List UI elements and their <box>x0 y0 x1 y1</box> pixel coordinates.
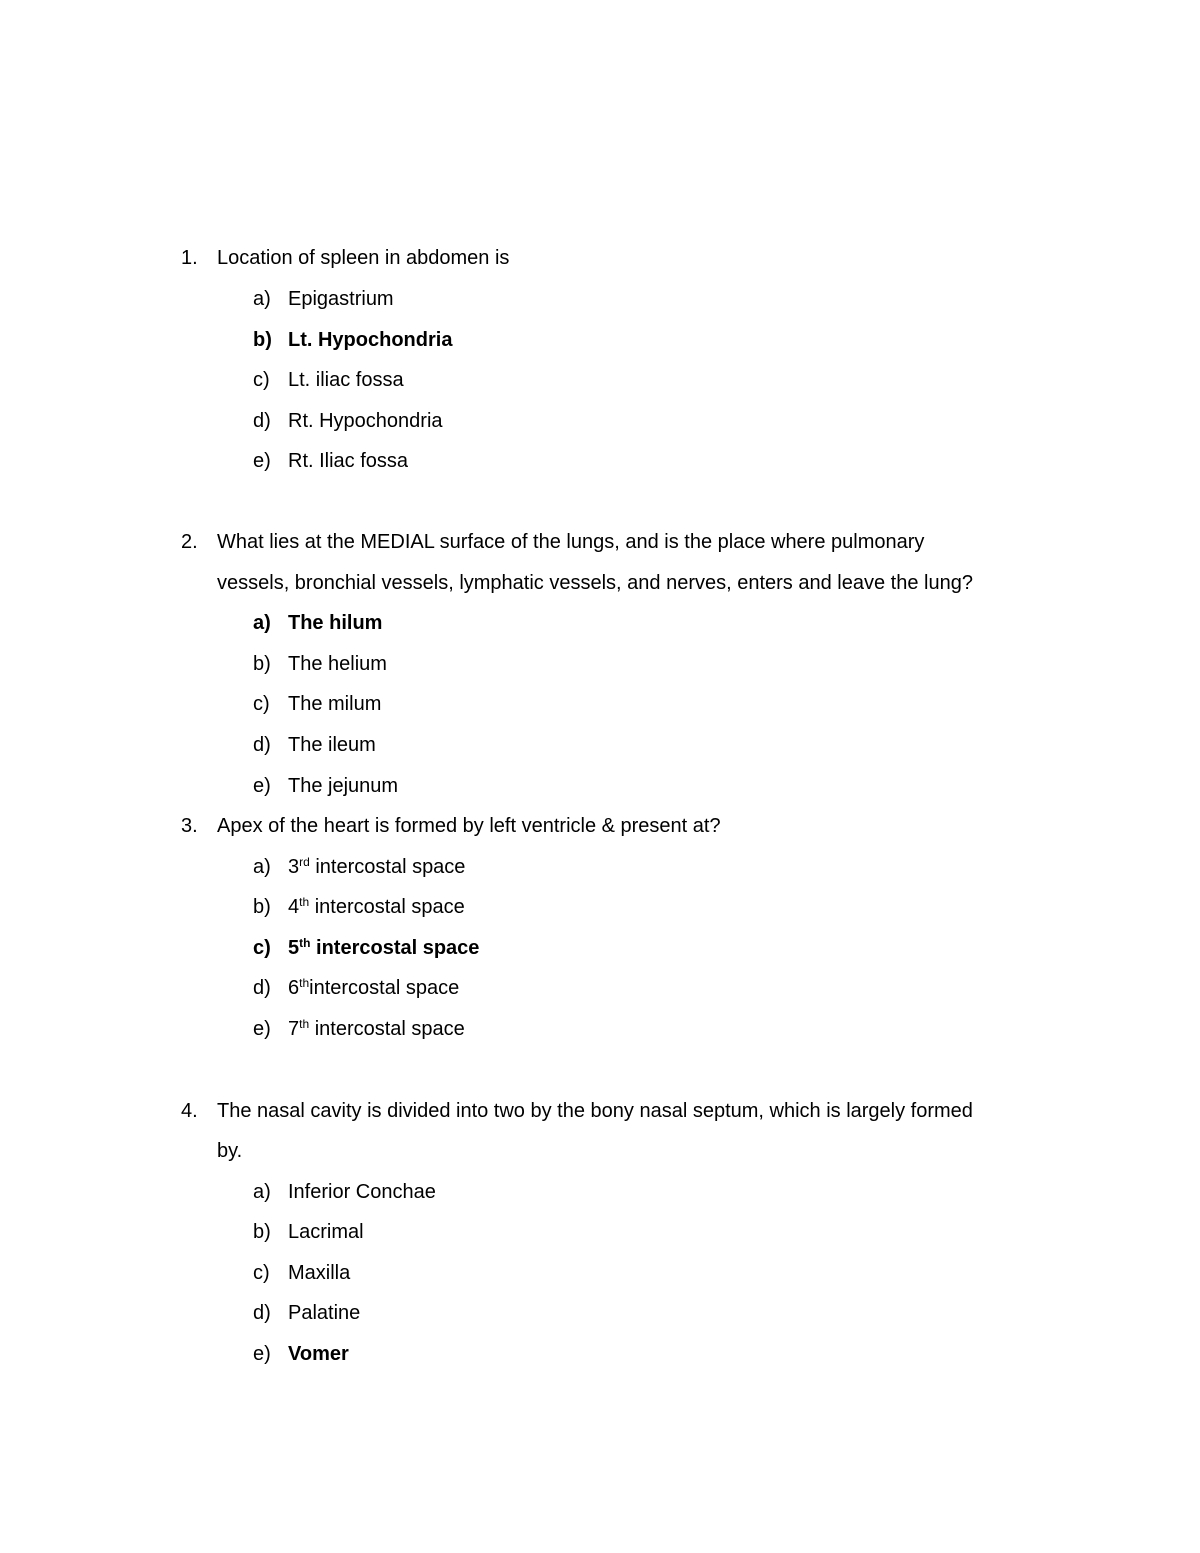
option-text-rest: intercostal space <box>309 977 460 999</box>
ordinal-number: 3 <box>288 856 300 878</box>
option-letter: a) <box>253 612 271 634</box>
option-letter: d) <box>253 410 271 432</box>
option-letter: a) <box>253 856 271 878</box>
option-text: Lt. Hypochondria <box>288 329 453 351</box>
option-text-rest: intercostal space <box>309 856 466 878</box>
question-text-continued: vessels, bronchial vessels, lymphatic vessels, and nerves, enters and leave the lung? <box>217 572 973 594</box>
option-letter: c) <box>253 1262 270 1284</box>
question-text: Location of spleen in abdomen is <box>217 247 510 269</box>
option-letter: e) <box>253 775 271 797</box>
option-letter: e) <box>253 1018 271 1040</box>
question-number: 1. <box>181 247 198 269</box>
option-text: Epigastrium <box>288 288 394 310</box>
option-text: The jejunum <box>288 775 399 797</box>
option-text: Rt. Iliac fossa <box>288 450 409 472</box>
option-letter: c) <box>253 369 270 391</box>
option-text-rest: intercostal space <box>310 937 480 959</box>
option-text <box>288 853 465 881</box>
option-letter: e) <box>253 450 271 472</box>
option-text <box>288 934 479 962</box>
option-text <box>288 1015 465 1043</box>
option-text-rest: intercostal space <box>309 1018 465 1040</box>
option-text: Rt. Hypochondria <box>288 410 443 432</box>
ordinal-number: 4 <box>288 896 300 918</box>
ordinal-suffix: th <box>299 895 310 909</box>
option-text: Lacrimal <box>288 1221 364 1243</box>
option-text: The ileum <box>288 734 376 756</box>
option-letter: c) <box>253 937 271 959</box>
question-text: Apex of the heart is formed by left ventricle & present at? <box>217 815 721 837</box>
question-text-continued: by. <box>217 1140 243 1162</box>
ordinal-number: 7 <box>288 1018 300 1040</box>
ordinal-suffix: th <box>299 976 310 990</box>
option-letter: e) <box>253 1343 271 1365</box>
option-letter: a) <box>253 288 271 310</box>
option-text <box>288 974 459 1002</box>
option-text: The helium <box>288 653 387 675</box>
ordinal-number: 5 <box>288 937 300 959</box>
option-text: Maxilla <box>288 1262 351 1284</box>
option-text: The milum <box>288 693 382 715</box>
option-letter: d) <box>253 734 271 756</box>
option-text: Palatine <box>288 1302 361 1324</box>
question-number: 4. <box>181 1100 198 1122</box>
ordinal-suffix: rd <box>299 855 310 869</box>
ordinal-suffix: th <box>299 936 311 950</box>
option-text <box>288 893 465 921</box>
option-text-rest: intercostal space <box>309 896 465 918</box>
question-text: What lies at the MEDIAL surface of the lungs, and is the place where pulmonary <box>217 531 925 553</box>
ordinal-number: 6 <box>288 977 300 999</box>
question-text: The nasal cavity is divided into two by the bony nasal septum, which is largely formed <box>217 1100 973 1122</box>
option-letter: d) <box>253 1302 271 1324</box>
option-letter: b) <box>253 653 271 675</box>
option-text: Lt. iliac fossa <box>288 369 404 391</box>
question-number: 2. <box>181 531 198 553</box>
option-letter: b) <box>253 896 271 918</box>
option-letter: b) <box>253 1221 271 1243</box>
option-letter: d) <box>253 977 271 999</box>
ordinal-suffix: th <box>299 1017 310 1031</box>
option-text: Vomer <box>288 1343 349 1365</box>
question-number: 3. <box>181 815 198 837</box>
option-letter: c) <box>253 693 270 715</box>
option-text: Inferior Conchae <box>288 1181 436 1203</box>
option-letter: a) <box>253 1181 271 1203</box>
option-text: The hilum <box>288 612 383 634</box>
option-letter: b) <box>253 329 272 351</box>
